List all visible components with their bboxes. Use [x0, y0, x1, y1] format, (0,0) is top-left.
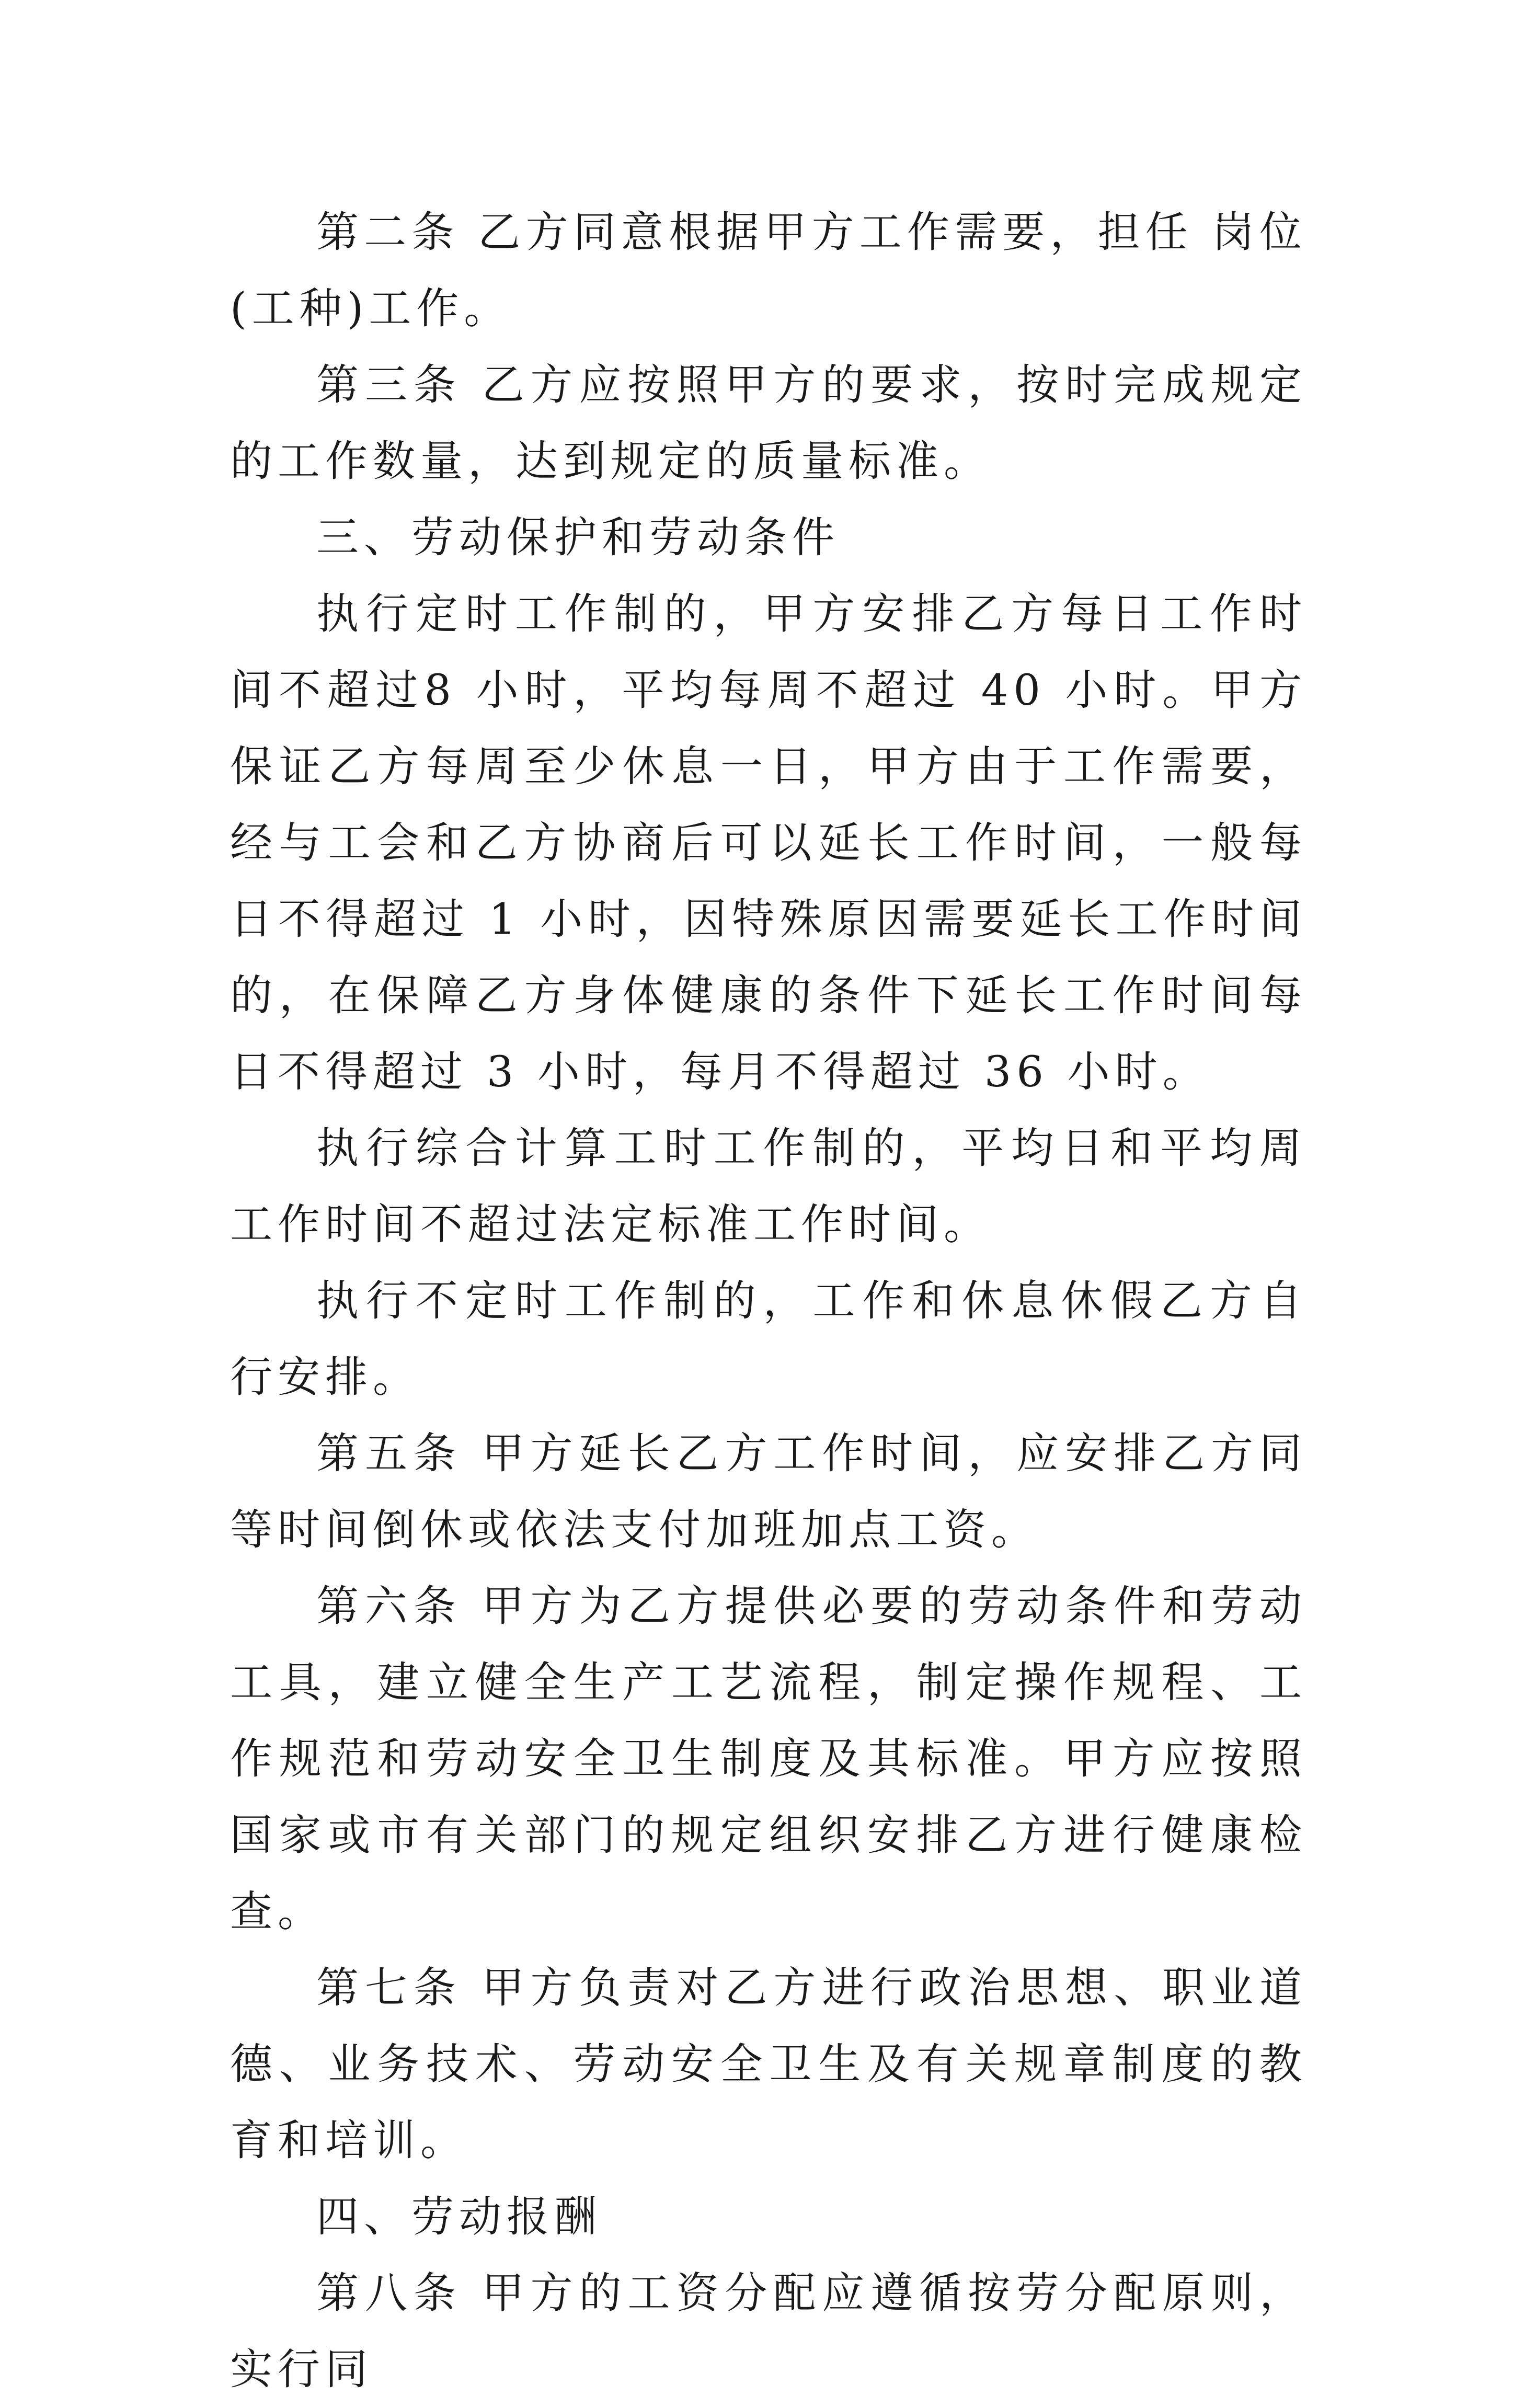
section-heading-labor-protection: 三、劳动保护和劳动条件 [316, 513, 840, 563]
paragraph-article-7: 第七条 甲方负责对乙方进行政治思想、职业道德、业务技术、劳动安全卫生及有关规章制度的教育和培训。 [230, 1964, 1307, 2165]
paragraph-article-5: 第五条 甲方延长乙方工作时间，应安排乙方同等时间倒休或依法支付加班加点工资。 [230, 1429, 1307, 1555]
paragraph-comprehensive-hours: 执行综合计算工时工作制的，平均日和平均周工作时间不超过法定标准工作时间。 [230, 1124, 1307, 1249]
paragraph-article-3: 第三条 乙方应按照甲方的要求，按时完成规定的工作数量，达到规定的质量标准。 [230, 361, 1307, 486]
paragraph-article-6: 第六条 甲方为乙方提供必要的劳动条件和劳动工具，建立健全生产工艺流程，制定操作规程、工作规范和劳动安全卫生制度及其标准。甲方应按照国家或市有关部门的规定组织安排乙方进行健康检查。 [230, 1582, 1307, 1936]
contract-body [230, 194, 1307, 2408]
paragraph-flexible-hours: 执行不定时工作制的，工作和休息休假乙方自行安排。 [230, 1277, 1307, 1402]
paragraph-article-2: 第二条 乙方同意根据甲方工作需要，担任 岗位(工种)工作。 [230, 208, 1307, 334]
paragraph-fixed-hours: 执行定时工作制的，甲方安排乙方每日工作时间不超过8 小时，平均每周不超过 40 小时。甲方保证乙方每周至少休息一日，甲方由于工作需要，经与工会和乙方协商后可以延长工作时间，一般每日不得超过 1 小时，因特殊原因需要延长工作时间的，在保障乙方身体健康的条件下延长工作时间每日不得超过 3 小时，每月不得超过 36 小时。 [230, 590, 1307, 1097]
section-heading-remuneration: 四、劳动报酬 [316, 2193, 602, 2242]
paragraph-article-8: 第八条 甲方的工资分配应遵循按劳分配原则，实行同 [230, 2269, 1307, 2394]
